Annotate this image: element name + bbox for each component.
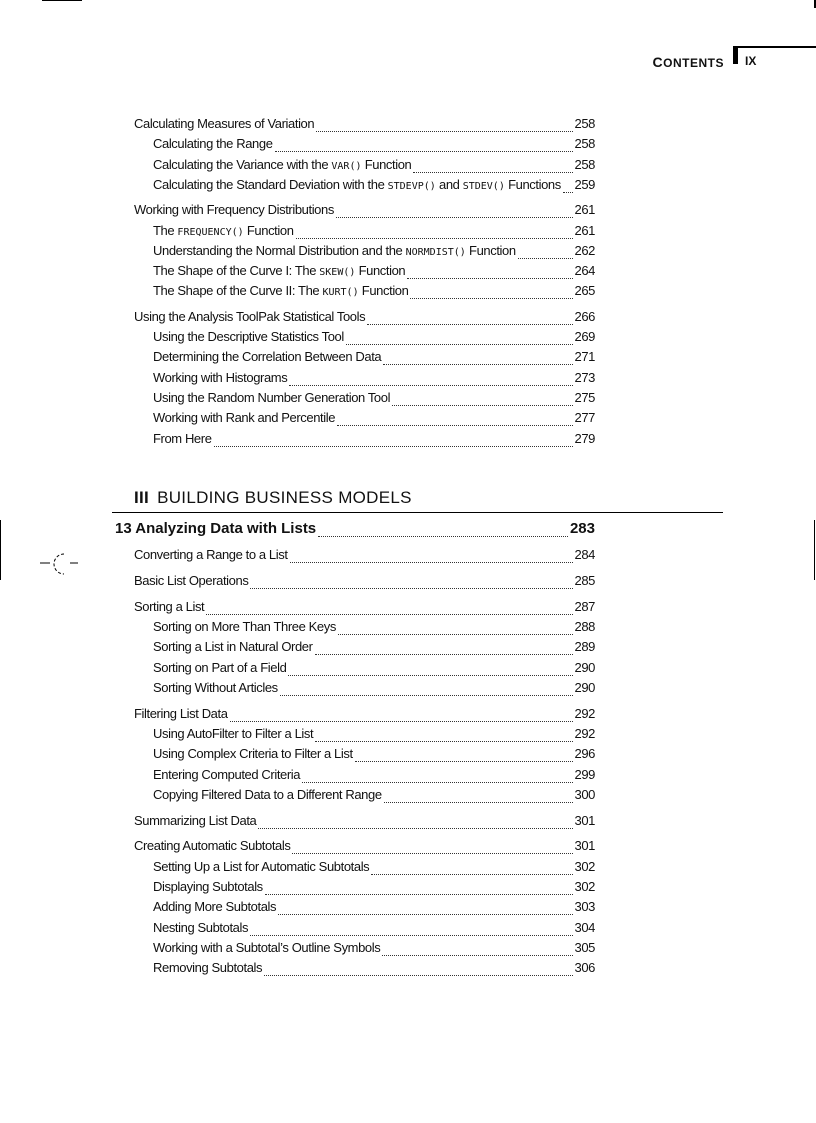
entry-page-number: 279: [574, 430, 595, 446]
entry-title: [153, 767, 300, 782]
entry-title: [153, 431, 212, 446]
entry-title: [153, 746, 353, 761]
part-number: III: [134, 488, 150, 507]
dot-leader: [315, 741, 572, 742]
dot-leader: [346, 344, 573, 345]
entry-text: Calculating the Variance with the: [153, 156, 332, 172]
part-title: BUILDING BUSINESS MODELS: [157, 488, 412, 507]
entry-title: [134, 547, 288, 562]
entry-page-number: 258: [574, 116, 595, 131]
entry-text: and: [435, 176, 463, 192]
entry-title: [153, 660, 286, 675]
toc-section-entry[interactable]: [134, 599, 595, 619]
entry-text: Copying Filtered Data to a Different Range: [153, 786, 382, 802]
toc-section-entry[interactable]: [134, 838, 595, 858]
dot-leader: [258, 828, 572, 829]
dot-leader: [563, 192, 573, 193]
dot-leader: [336, 217, 573, 218]
dot-leader: [518, 258, 573, 259]
toc-subsection-entry[interactable]: [153, 619, 595, 639]
entry-page-number: 264: [574, 263, 595, 279]
dot-leader: [413, 172, 572, 173]
entry-page-number: 275: [574, 389, 595, 405]
toc-subsection-entry[interactable]: [153, 680, 595, 700]
dot-leader: [288, 675, 572, 676]
entry-title: [134, 309, 365, 324]
entry-title: [153, 390, 390, 405]
dot-leader: [407, 278, 572, 279]
entry-text: Setting Up a List for Automatic Subtotals: [153, 858, 370, 874]
entry-page-number: 262: [574, 242, 595, 258]
toc-subsection-entry[interactable]: [153, 390, 595, 410]
toc-subsection-entry[interactable]: [153, 899, 595, 919]
entry-page-number: 289: [574, 639, 595, 655]
entry-page-number: 284: [574, 547, 595, 562]
toc-subsection-entry[interactable]: [153, 431, 595, 451]
dot-leader: [338, 634, 573, 635]
toc-subsection-entry[interactable]: [153, 283, 595, 303]
dot-leader: [367, 324, 572, 325]
toc-subsection-entry[interactable]: [153, 960, 595, 980]
entry-title: [153, 639, 313, 654]
entry-title: [153, 349, 381, 364]
entry-title: [153, 879, 263, 894]
entry-page-number: 290: [574, 679, 595, 695]
part-heading: [134, 488, 412, 508]
dot-leader: [392, 405, 572, 406]
toc-subsection-entry[interactable]: [153, 940, 595, 960]
dot-leader: [214, 446, 573, 447]
entry-title: [153, 177, 561, 192]
entry-page-number: 302: [574, 858, 595, 874]
entry-text: Function: [361, 156, 412, 172]
toc-subsection-entry[interactable]: [153, 243, 595, 263]
entry-title: [153, 263, 405, 278]
toc-subsection-entry[interactable]: [153, 879, 595, 899]
entry-page-number: 277: [574, 410, 595, 426]
entry-title: [134, 116, 314, 131]
entry-page-number: 288: [574, 618, 595, 634]
running-header-title: CONTENTS: [652, 54, 724, 70]
entry-page-number: 261: [574, 202, 595, 218]
toc-subsection-entry[interactable]: [153, 920, 595, 940]
entry-text: Basic List Operations: [134, 572, 249, 588]
entry-text: The Shape of the Curve I: The: [153, 263, 320, 279]
toc-subsection-entry[interactable]: [153, 787, 595, 807]
toc-section-entry[interactable]: [134, 116, 595, 136]
entry-text: Entering Computed Criteria: [153, 766, 301, 782]
entry-text: Sorting a List: [134, 598, 205, 614]
entry-text: Understanding the Normal Distribution and the: [153, 242, 406, 258]
dot-leader: [302, 782, 572, 783]
chapter-title: 13 Analyzing Data with Lists: [115, 520, 317, 537]
entry-title: [153, 920, 248, 935]
entry-text: Sorting on Part of a Field: [153, 659, 287, 675]
toc-section-entry[interactable]: [134, 813, 595, 833]
dot-leader: [384, 802, 573, 803]
function-name: FREQUENCY(): [177, 226, 244, 238]
dot-leader: [289, 385, 572, 386]
entry-page-number: 301: [574, 812, 595, 828]
entry-page-number: 305: [574, 939, 595, 955]
entry-title: [153, 136, 273, 151]
function-name: STDEV(): [462, 180, 505, 192]
toc-subsection-entry[interactable]: [153, 767, 595, 787]
toc-subsection-entry[interactable]: [153, 329, 595, 349]
entry-text: Sorting Without Articles: [153, 679, 278, 695]
dot-leader: [337, 425, 572, 426]
entry-text: Working with a Subtotal’s Outline Symbols: [153, 939, 381, 955]
entry-page-number: 269: [574, 329, 595, 344]
entry-title: [134, 838, 290, 853]
entry-title: [153, 899, 276, 914]
toc-subsection-entry[interactable]: [153, 410, 595, 430]
entry-text: Functions: [504, 176, 561, 192]
dot-leader: [290, 562, 573, 563]
entry-title: [153, 223, 294, 238]
entry-text: Adding More Subtotals: [153, 899, 277, 915]
function-name: STDEVP(): [387, 180, 436, 192]
toc-section-entry[interactable]: [134, 547, 595, 567]
entry-text: Using the Analysis ToolPak Statistical Tools: [134, 308, 366, 324]
toc-section-entry[interactable]: [134, 573, 595, 593]
entry-page-number: 301: [574, 838, 595, 854]
entry-text: Summarizing List Data: [134, 812, 257, 828]
toc-section-entry[interactable]: [134, 202, 595, 222]
toc-subsection-entry[interactable]: [153, 136, 595, 156]
entry-title: [153, 283, 408, 298]
entry-text: Converting a Range to a List: [134, 547, 288, 562]
toc-subsection-entry[interactable]: [153, 349, 595, 369]
entry-text: The: [153, 222, 178, 238]
dot-leader: [265, 894, 573, 895]
function-name: VAR(): [331, 160, 362, 172]
entry-page-number: 265: [574, 283, 595, 299]
toc-section-entry[interactable]: [134, 706, 595, 726]
entry-page-number: 287: [574, 598, 595, 614]
dot-leader: [278, 914, 572, 915]
entry-title: [153, 243, 516, 258]
entry-text: Working with Histograms: [153, 369, 288, 385]
entry-page-number: 300: [574, 786, 595, 802]
entry-text: Sorting a List in Natural Order: [153, 639, 313, 655]
entry-title: [153, 787, 382, 802]
entry-page-number: 259: [574, 176, 595, 192]
dot-leader: [230, 721, 573, 722]
dot-leader: [316, 131, 572, 132]
entry-title: [134, 573, 248, 588]
toc-subsection-entry[interactable]: [153, 157, 595, 177]
entry-title: [134, 813, 256, 828]
entry-page-number: 303: [574, 899, 595, 915]
entry-text: Displaying Subtotals: [153, 879, 263, 894]
dot-leader: [250, 935, 572, 936]
entry-title: [153, 680, 278, 695]
entry-title: [134, 706, 228, 721]
entry-text: Using AutoFilter to Filter a List: [153, 725, 314, 741]
part-rule: [112, 512, 723, 513]
entry-page-number: 258: [574, 136, 595, 152]
toc-subsection-entry[interactable]: [153, 726, 595, 746]
entry-text: Working with Rank and Percentile: [153, 410, 336, 426]
entry-title: [153, 859, 369, 874]
entry-text: The Shape of the Curve II: The: [153, 283, 323, 299]
entry-text: Function: [358, 283, 409, 299]
entry-page-number: 285: [574, 572, 595, 588]
entry-title: [153, 726, 313, 741]
dot-leader: [355, 761, 573, 762]
entry-text: Using the Descriptive Statistics Tool: [153, 329, 344, 344]
entry-text: Sorting on More Than Three Keys: [153, 618, 336, 634]
dot-leader: [315, 654, 573, 655]
chapter-entry[interactable]: [115, 520, 595, 542]
entry-page-number: 261: [574, 222, 595, 238]
function-name: NORMDIST(): [405, 246, 466, 258]
entry-text: Creating Automatic Subtotals: [134, 838, 291, 854]
dot-leader: [206, 614, 572, 615]
entry-page-number: 292: [574, 725, 595, 741]
entry-title: [153, 940, 380, 955]
entry-text: Determining the Correlation Between Data: [153, 349, 382, 365]
entry-text: Nesting Subtotals: [153, 919, 249, 935]
entry-title: [134, 599, 204, 614]
dot-leader: [371, 874, 572, 875]
dot-leader: [382, 955, 572, 956]
entry-page-number: 266: [574, 308, 595, 324]
entry-title: [153, 960, 262, 975]
entry-text: Calculating Measures of Variation: [134, 116, 315, 131]
entry-page-number: 258: [574, 156, 595, 172]
entry-title: [153, 157, 411, 172]
entry-text: From Here: [153, 430, 212, 446]
entry-page-number: 299: [574, 766, 595, 782]
entry-text: Calculating the Standard Deviation with the: [153, 176, 388, 192]
toc-subsection-entry[interactable]: [153, 859, 595, 879]
toc-subsection-entry[interactable]: [153, 223, 595, 243]
chapter-page: 283: [569, 520, 595, 537]
entry-page-number: 306: [574, 960, 595, 976]
dot-leader: [383, 364, 572, 365]
entry-text: Using Complex Criteria to Filter a List: [153, 746, 353, 762]
entry-text: Using the Random Number Generation Tool: [153, 389, 391, 405]
toc-subsection-entry[interactable]: [153, 639, 595, 659]
entry-text: Filtering List Data: [134, 705, 228, 721]
dot-leader: [250, 588, 572, 589]
dot-leader: [296, 238, 573, 239]
dot-leader: [280, 695, 573, 696]
entry-text: Function: [465, 242, 516, 258]
entry-page-number: 271: [574, 349, 595, 365]
entry-text: Calculating the Range: [153, 136, 273, 152]
entry-page-number: 302: [574, 879, 595, 894]
entry-page-number: 292: [574, 705, 595, 721]
entry-title: [153, 619, 336, 634]
entry-title: [153, 410, 335, 425]
entry-title: [153, 370, 287, 385]
toc-section-entry[interactable]: [134, 309, 595, 329]
dot-leader: [318, 536, 568, 537]
entry-page-number: 304: [574, 919, 595, 935]
entry-text: Working with Frequency Distributions: [134, 202, 334, 218]
entry-page-number: 273: [574, 369, 595, 385]
entry-title: [153, 329, 344, 344]
entry-page-number: 290: [574, 659, 595, 675]
dot-leader: [264, 975, 572, 976]
dot-leader: [275, 151, 573, 152]
function-name: KURT(): [322, 287, 359, 299]
dot-leader: [292, 853, 572, 854]
toc-subsection-entry[interactable]: [153, 660, 595, 680]
dot-leader: [410, 298, 572, 299]
toc-subsection-entry[interactable]: [153, 263, 595, 283]
toc-subsection-entry[interactable]: [153, 370, 595, 390]
entry-page-number: 296: [574, 746, 595, 762]
toc-subsection-entry[interactable]: [153, 746, 595, 766]
toc-subsection-entry[interactable]: [153, 177, 595, 197]
entry-text: Removing Subtotals: [153, 960, 263, 976]
page-number: IX: [745, 54, 757, 68]
entry-title: [134, 202, 334, 217]
function-name: SKEW(): [319, 267, 356, 279]
entry-text: Function: [355, 263, 406, 279]
entry-text: Function: [243, 222, 294, 238]
